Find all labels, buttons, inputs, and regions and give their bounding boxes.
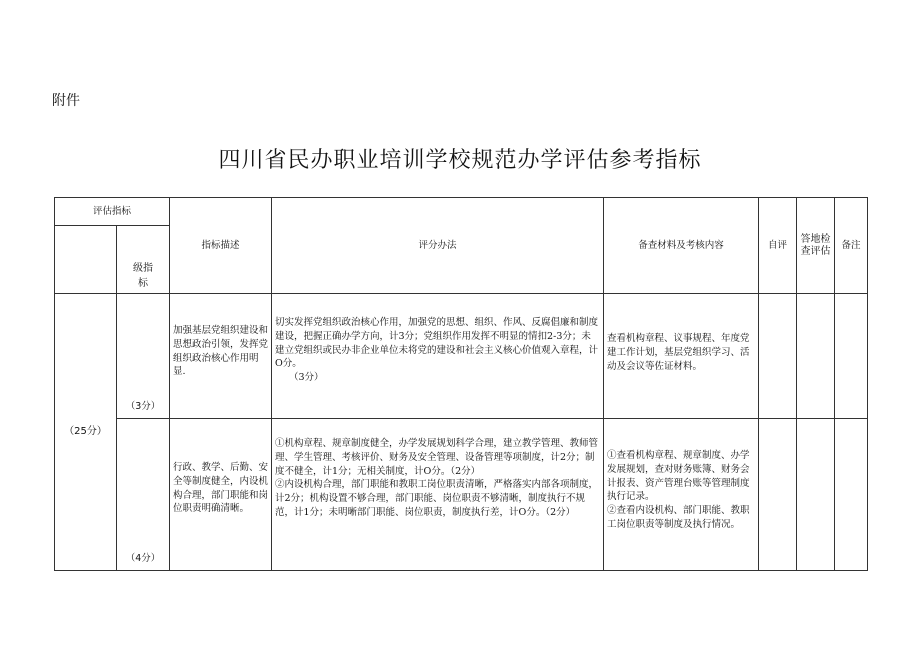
scoring-text: 切实发挥党组织政治核心作用，加强党的思想、组织、作风、反腐倡廉和制度建设，把握正确办学方向，计3分；党组织作用发挥不明显的情扣2-3分；未建立党组织或民办非企业单位未将党的建设和社会主义核心价值观入章程，计O分。 [275,317,599,370]
header-self-eval: 自评 [759,198,797,294]
row-scoring-method [272,419,604,571]
header-onsite-eval [797,198,835,294]
header-scoring: 评分办法 [272,198,604,294]
header-remarks: 备注 [835,198,868,294]
header-onsite-line2: 查评估 [800,245,831,257]
page-title: 四川省民办职业培训学校规范办学评估参考指标 [218,148,702,173]
header-description: 指标描述 [170,198,272,294]
materials-item-2: ②查看内设机构、部门职能、教职工岗位职责等制度及执行情况。 [607,505,750,530]
header-onsite-line1: 答地检 [800,233,831,245]
table-row [55,294,868,419]
remarks-cell[interactable] [835,294,868,419]
scoring-item-1: ①机构章程、规章制度健全，办学发展规划科学合理，建立教学管理、教师管理、学生管理、考核评价、财务及安全管理、设备管理等项制度，计2分；制度不健全，计1分；无相关制度，计O分。（2分） [275,438,599,477]
table-row [55,419,868,571]
row-description: 加强基层党组织建设和思想政治引领，发挥党组织政治核心作用明显. [170,294,272,419]
level1-score: （25分） [55,294,117,571]
row-score: （3分） [117,294,170,419]
header-level2-line2: 标 [138,277,148,289]
header-level1-blank [55,226,117,294]
remarks-cell[interactable] [835,419,868,571]
row-materials [604,419,759,571]
scoring-points: （3分） [289,372,324,384]
self-eval-cell[interactable] [759,419,797,571]
header-level2 [117,226,170,294]
row-scoring-method [272,294,604,419]
header-level2-line1: 级指 [133,263,153,274]
self-eval-cell[interactable] [759,294,797,419]
row-materials: 查看机构章程、议事规程、年度党建工作计划，基层党组织学习、活动及会议等佐证材料。 [604,294,759,419]
header-indicator-group: 评估指标 [55,198,170,226]
row-description: 行政、教学、后勤、安全等制度健全，内设机构合理，部门职能和岗位职责明确清晰。 [170,419,272,571]
evaluation-table [54,197,868,571]
row-score: （4分） [117,419,170,571]
onsite-eval-cell[interactable] [797,419,835,571]
attachment-label: 附件 [52,93,80,109]
header-materials: 备查材料及考核内容 [604,198,759,294]
onsite-eval-cell[interactable] [797,294,835,419]
scoring-item-2: ②内设机构合理，部门职能和教职工岗位职责清晰，严格落实内部各项制度，计2分；机构设置不够合理，部门职能、岗位职责不够清晰，制度执行不规范，计1分；未明晰部门职能、岗位职责，制度执行差，计O分。（2分） [275,479,599,518]
materials-item-1: ①查看机构章程、规章制度、办学发展规划，查对财务账簿、财务会计报表、资产管理台账等管理制度执行记录。 [607,450,750,503]
